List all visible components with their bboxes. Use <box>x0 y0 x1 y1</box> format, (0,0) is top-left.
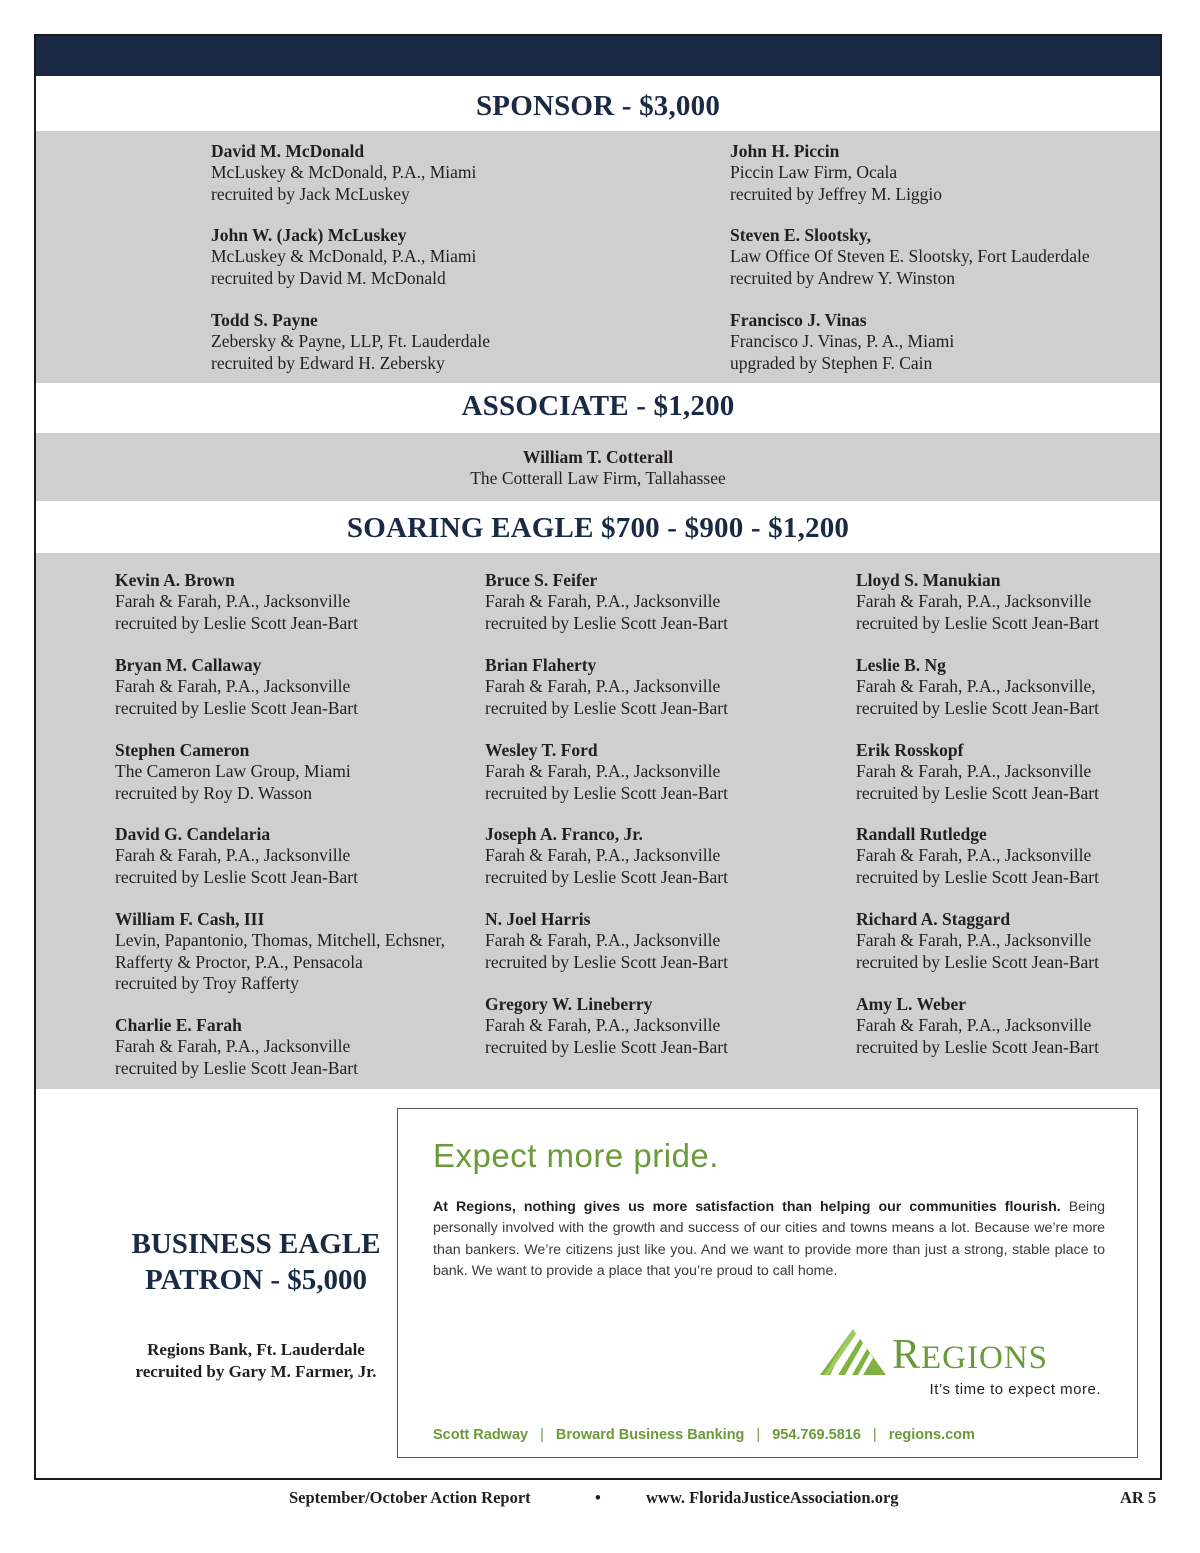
member-firm: Farah & Farah, P.A., Jacksonville <box>485 930 721 951</box>
member-firm-cont: Rafferty & Proctor, P.A., Pensacola <box>115 951 363 972</box>
list-item <box>115 1015 358 1079</box>
member-recruiter: recruited by Roy D. Wasson <box>115 782 313 803</box>
member-recruiter: recruited by Leslie Scott Jean-Bart <box>856 782 1099 803</box>
member-name: Bryan M. Callaway <box>115 655 262 675</box>
footer-page-number: AR 5 <box>1120 1488 1157 1507</box>
regions-advertisement[interactable] <box>397 1108 1138 1458</box>
member-firm: Farah & Farah, P.A., Jacksonville <box>485 845 721 866</box>
footer-website-link[interactable]: www. FloridaJusticeAssociation.org <box>646 1488 899 1507</box>
list-item <box>856 655 1099 719</box>
member-name: Steven E. Slootsky, <box>730 225 871 245</box>
member-recruiter: recruited by Leslie Scott Jean-Bart <box>485 1036 728 1057</box>
patron-heading-line2: PATRON - $5,000 <box>144 1264 368 1296</box>
member-recruiter: recruited by Leslie Scott Jean-Bart <box>485 612 728 633</box>
member-recruiter: recruited by Leslie Scott Jean-Bart <box>856 697 1099 718</box>
member-recruiter: recruited by Leslie Scott Jean-Bart <box>485 782 728 803</box>
member-firm: McLuskey & McDonald, P.A., Miami <box>211 246 477 267</box>
member-firm: Farah & Farah, P.A., Jacksonville <box>856 930 1092 951</box>
list-item <box>730 225 1090 289</box>
member-firm: Farah & Farah, P.A., Jacksonville <box>485 591 721 612</box>
member-recruiter: recruited by Leslie Scott Jean-Bart <box>115 697 358 718</box>
member-name: John W. (Jack) McLuskey <box>211 225 407 245</box>
patron-recruiter: recruited by Gary M. Farmer, Jr. <box>135 1361 377 1381</box>
top-banner <box>36 36 1160 76</box>
member-name: Leslie B. Ng <box>856 655 946 675</box>
member-name: Charlie E. Farah <box>115 1015 242 1035</box>
list-item <box>115 909 445 994</box>
list-item <box>115 570 358 634</box>
list-item <box>730 310 954 374</box>
separator: | <box>540 1427 544 1443</box>
list-item <box>856 909 1099 973</box>
member-firm: Farah & Farah, P.A., Jacksonville <box>115 676 351 697</box>
member-name: N. Joel Harris <box>485 909 591 929</box>
ad-contact-line <box>433 1427 975 1443</box>
list-item <box>856 740 1099 804</box>
page-footer <box>0 1488 1200 1512</box>
wordmark-rest: EGIONS <box>921 1340 1049 1376</box>
list-item <box>211 310 490 374</box>
member-name: John H. Piccin <box>730 141 840 161</box>
regions-wordmark <box>892 1331 1048 1382</box>
member-recruiter: recruited by Leslie Scott Jean-Bart <box>856 1036 1099 1057</box>
member-firm: Farah & Farah, P.A., Jacksonville <box>856 845 1092 866</box>
page-frame <box>34 34 1162 1480</box>
member-name: William F. Cash, III <box>115 909 265 929</box>
sponsor-band <box>36 131 1160 383</box>
member-name: William T. Cotterall <box>522 447 674 467</box>
member-firm: Farah & Farah, P.A., Jacksonville <box>856 1015 1092 1036</box>
contact-website-link[interactable]: regions.com <box>888 1427 975 1443</box>
list-item <box>730 141 942 205</box>
member-name: Amy L. Weber <box>856 994 967 1014</box>
member-recruiter: recruited by Jeffrey M. Liggio <box>730 183 943 204</box>
member-firm: The Cameron Law Group, Miami <box>115 761 351 782</box>
member-name: Francisco J. Vinas <box>730 310 867 330</box>
soaring-eagle-band <box>36 553 1160 1089</box>
list-item <box>485 740 728 804</box>
member-name: Gregory W. Lineberry <box>485 994 653 1014</box>
list-item <box>485 994 728 1058</box>
member-recruiter: recruited by Leslie Scott Jean-Bart <box>485 866 728 887</box>
ad-headline: Expect more pride. <box>433 1137 719 1174</box>
member-recruiter: recruited by Edward H. Zebersky <box>211 352 445 373</box>
member-recruiter: recruited by Leslie Scott Jean-Bart <box>856 951 1099 972</box>
member-recruiter: recruited by Leslie Scott Jean-Bart <box>115 1057 358 1078</box>
contact-department: Broward Business Banking <box>555 1427 745 1443</box>
associate-heading: ASSOCIATE - $1,200 <box>461 390 735 422</box>
member-firm: Law Office Of Steven E. Slootsky, Fort Lauderdale <box>730 246 1090 267</box>
separator: | <box>872 1427 877 1443</box>
member-firm: Farah & Farah, P.A., Jacksonville <box>856 591 1092 612</box>
member-firm: Farah & Farah, P.A., Jacksonville <box>485 676 721 697</box>
member-recruiter: recruited by Leslie Scott Jean-Bart <box>856 866 1099 887</box>
contact-name: Scott Radway <box>433 1427 529 1443</box>
sponsor-heading: SPONSOR - $3,000 <box>475 90 721 122</box>
member-recruiter: recruited by Troy Rafferty <box>115 972 299 993</box>
patron-name: Regions Bank, Ft. Lauderdale <box>147 1340 365 1359</box>
list-item <box>211 141 476 205</box>
member-recruiter: recruited by Leslie Scott Jean-Bart <box>115 866 358 887</box>
list-item <box>856 824 1099 888</box>
member-firm: Farah & Farah, P.A., Jacksonville <box>856 761 1092 782</box>
member-name: Todd S. Payne <box>211 310 318 330</box>
member-recruiter: recruited by Leslie Scott Jean-Bart <box>485 697 728 718</box>
member-recruiter: recruited by Leslie Scott Jean-Bart <box>115 612 358 633</box>
member-name: David G. Candelaria <box>115 824 271 844</box>
list-item <box>485 655 728 719</box>
regions-logo <box>818 1327 1108 1379</box>
list-item <box>36 447 1160 490</box>
member-name: Wesley T. Ford <box>485 740 598 760</box>
member-firm: Farah & Farah, P.A., Jacksonville <box>115 591 351 612</box>
patron-heading-line1: BUSINESS EAGLE <box>131 1228 381 1260</box>
member-firm: Farah & Farah, P.A., Jacksonville <box>115 845 351 866</box>
patron-heading <box>76 1226 436 1298</box>
member-recruiter: upgraded by Stephen F. Cain <box>730 352 933 373</box>
member-firm: Zebersky & Payne, LLP, Ft. Lauderdale <box>211 331 490 352</box>
member-firm: Farah & Farah, P.A., Jacksonville <box>485 1015 721 1036</box>
member-firm: McLuskey & McDonald, P.A., Miami <box>211 162 477 183</box>
member-firm: Farah & Farah, P.A., Jacksonville, <box>856 676 1096 697</box>
member-firm: Farah & Farah, P.A., Jacksonville <box>115 1036 351 1057</box>
list-item <box>211 225 476 289</box>
member-recruiter: recruited by Jack McLuskey <box>211 183 410 204</box>
member-recruiter: recruited by David M. McDonald <box>211 267 446 288</box>
associate-band <box>36 433 1160 501</box>
ad-body-text: Being personally involved with the growth and success of our cities and towns means a lot. Because we’re more than bankers. We’re citizens just like you. And we want to provide more than just a strong, stable place to bank. We want to provide a place that you’re proud to call home. <box>433 1199 1105 1279</box>
member-firm: Farah & Farah, P.A., Jacksonville <box>485 761 721 782</box>
separator: | <box>756 1427 761 1443</box>
contact-phone[interactable]: 954.769.5816 <box>772 1427 861 1443</box>
member-firm: Piccin Law Firm, Ocala <box>730 162 898 183</box>
member-name: Kevin A. Brown <box>115 570 235 590</box>
ad-lead: At Regions, nothing gives us more satisfaction than helping our communities flourish. <box>433 1199 1061 1215</box>
member-firm: Francisco J. Vinas, P. A., Miami <box>730 331 955 352</box>
list-item <box>856 994 1099 1058</box>
member-name: Stephen Cameron <box>115 740 250 760</box>
member-recruiter: recruited by Andrew Y. Winston <box>730 267 955 288</box>
patron-details <box>76 1339 436 1382</box>
member-firm: The Cotterall Law Firm, Tallahassee <box>470 468 726 489</box>
member-name: Joseph A. Franco, Jr. <box>485 824 643 844</box>
footer-publication: September/October Action Report <box>289 1488 531 1507</box>
member-name: Brian Flaherty <box>485 655 597 675</box>
member-firm: Levin, Papantonio, Thomas, Mitchell, Echsner, <box>115 930 445 951</box>
member-name: David M. McDonald <box>211 141 365 161</box>
list-item <box>485 570 728 634</box>
member-name: Lloyd S. Manukian <box>856 570 1001 590</box>
list-item <box>115 824 358 888</box>
member-name: Randall Rutledge <box>856 824 987 844</box>
footer-bullet: • <box>595 1488 601 1507</box>
wordmark-initial: R <box>892 1332 922 1378</box>
list-item <box>485 824 728 888</box>
member-recruiter: recruited by Leslie Scott Jean-Bart <box>856 612 1099 633</box>
list-item <box>856 570 1099 634</box>
list-item <box>485 909 728 973</box>
ad-tagline: It’s time to expect more. <box>929 1381 1101 1398</box>
list-item <box>115 740 351 804</box>
member-name: Bruce S. Feifer <box>485 570 598 590</box>
member-name: Erik Rosskopf <box>856 740 964 760</box>
member-recruiter: recruited by Leslie Scott Jean-Bart <box>485 951 728 972</box>
member-name: Richard A. Staggard <box>856 909 1011 929</box>
regions-triangle-logo-icon <box>818 1327 888 1377</box>
soaring-eagle-heading: SOARING EAGLE $700 - $900 - $1,200 <box>346 512 850 544</box>
list-item <box>115 655 358 719</box>
ad-body <box>433 1197 1105 1282</box>
